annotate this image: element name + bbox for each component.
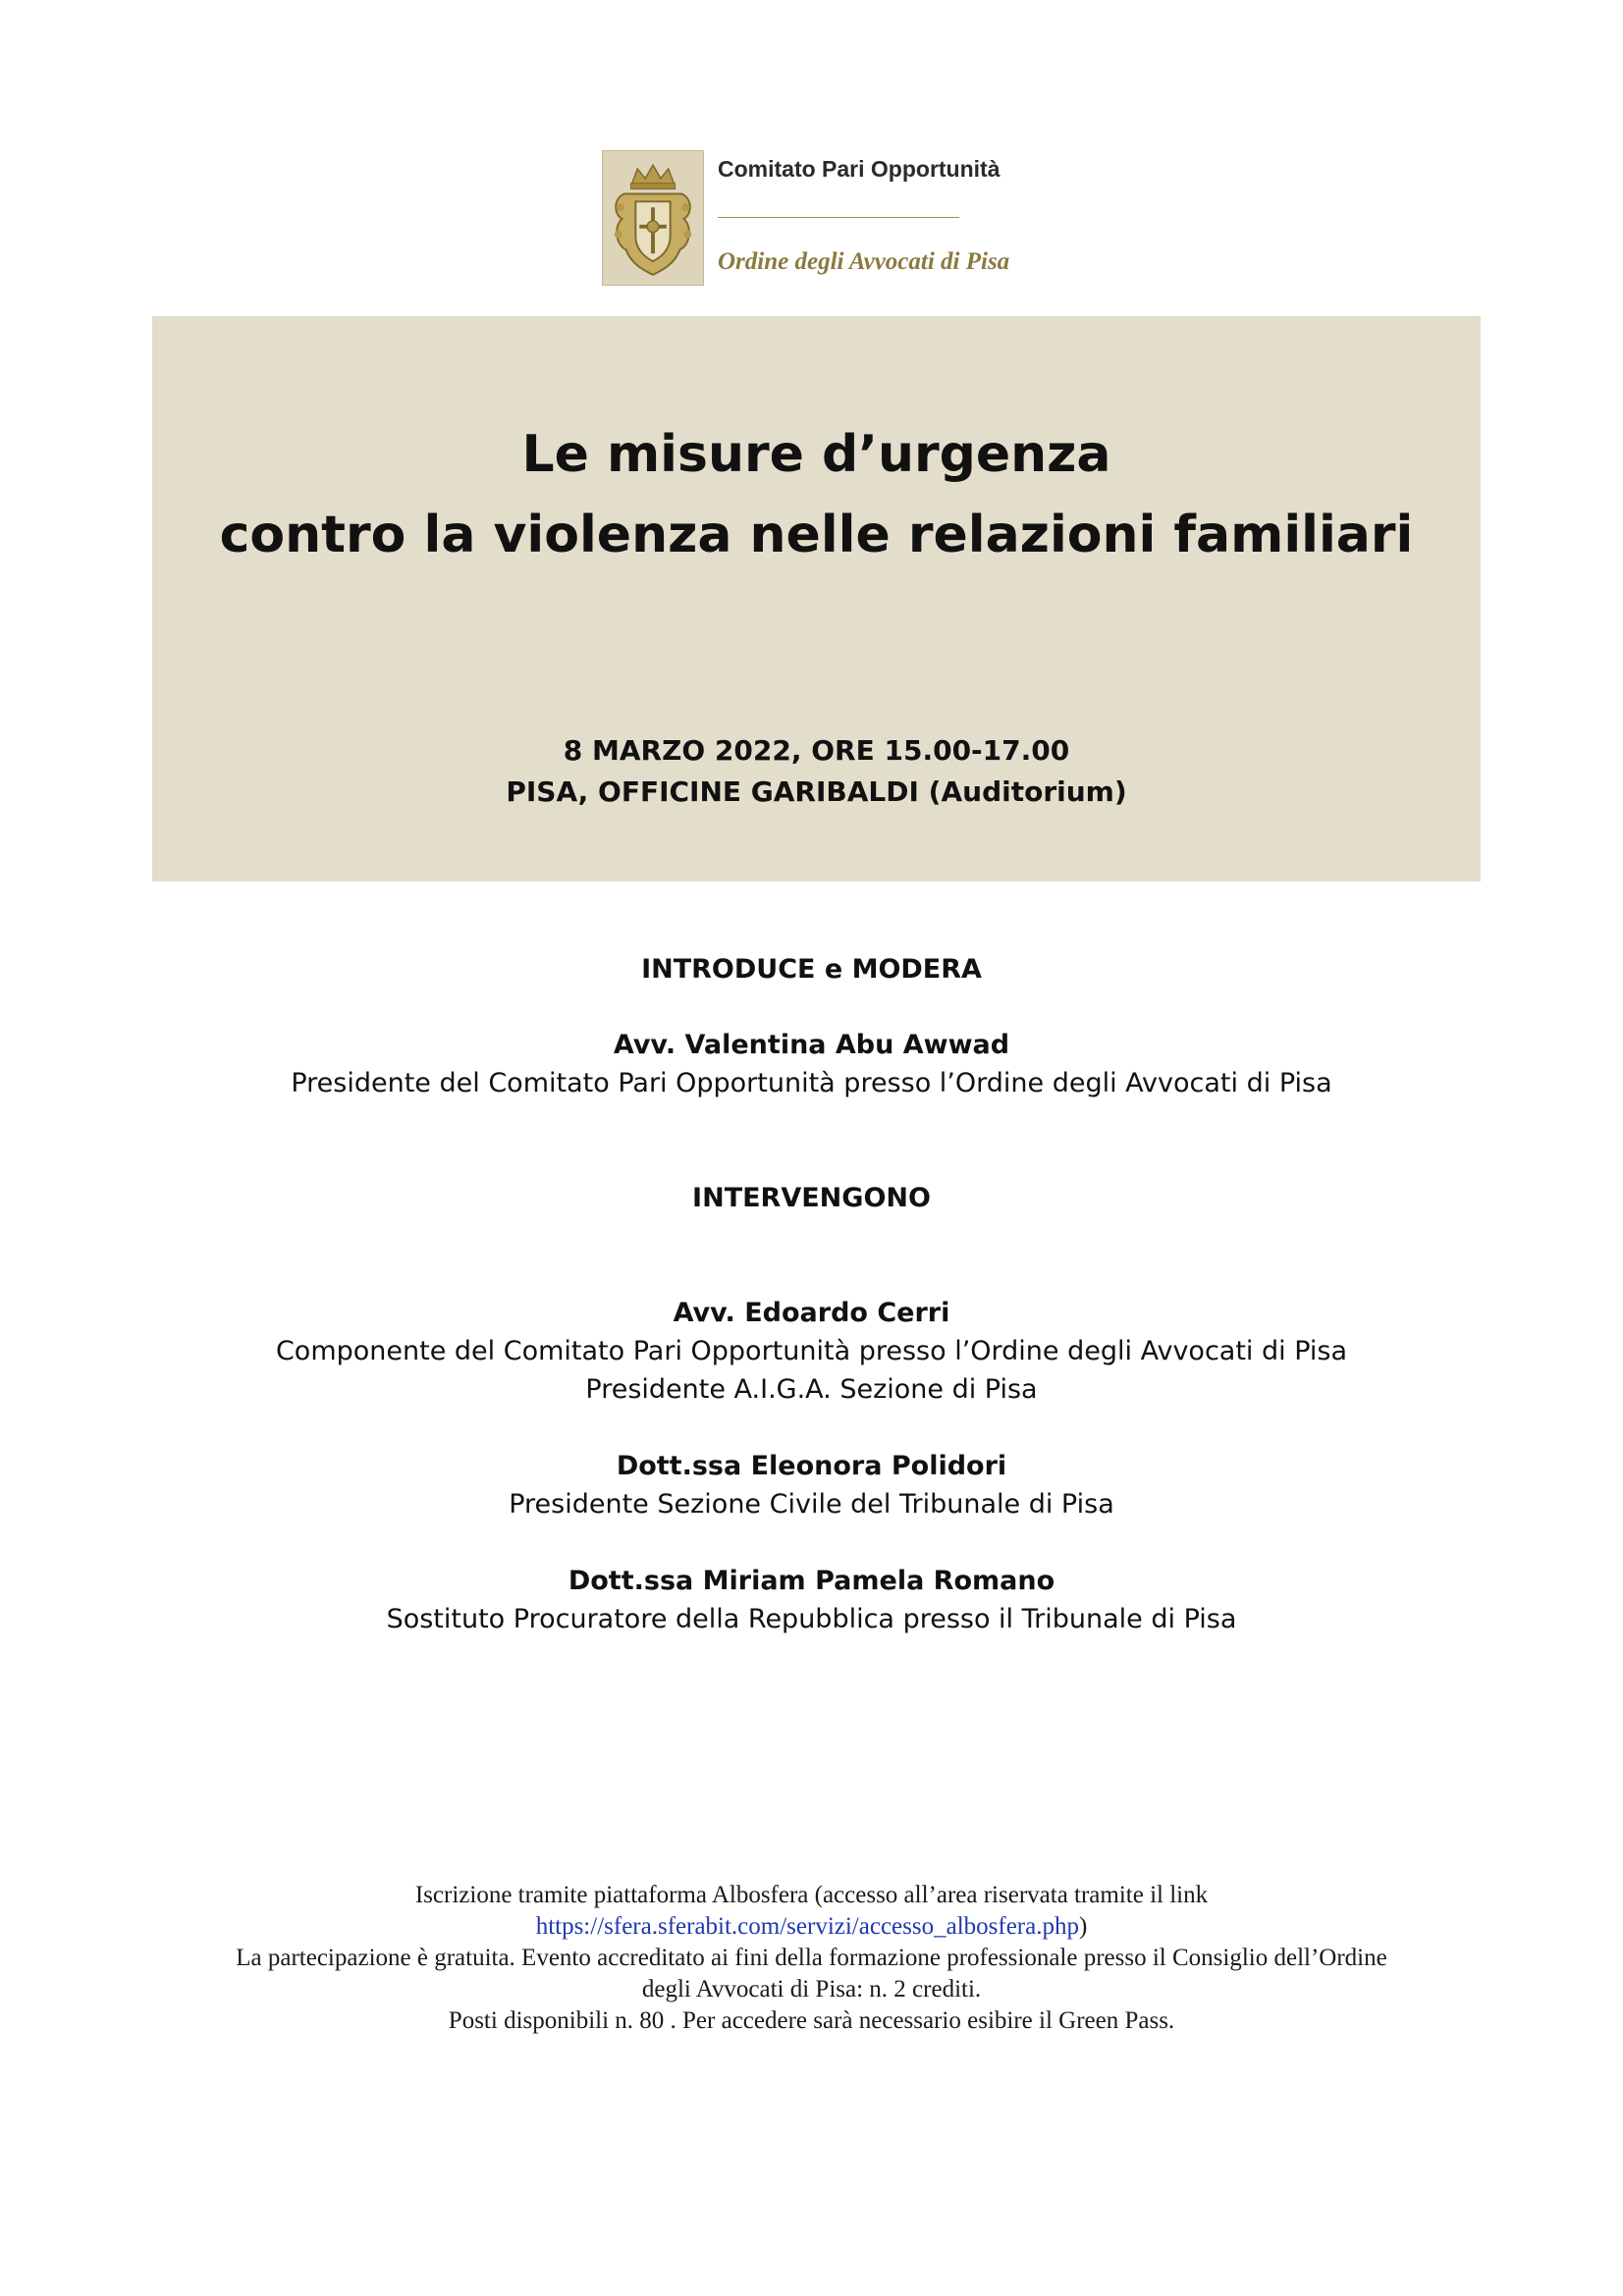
credits-line: degli Avvocati di Pisa: n. 2 crediti. xyxy=(641,1976,982,2002)
speaker-name: Dott.ssa Eleonora Polidori xyxy=(616,1451,1007,1481)
registration-line: Iscrizione tramite piattaforma Albosfera (accesso all’area riservata tramite il link xyxy=(414,1882,1209,1908)
org-name: Comitato Pari Opportunità xyxy=(718,156,1001,182)
coat-of-arms-icon xyxy=(602,150,704,286)
speaker-role-secondary: Presidente A.I.G.A. Sezione di Pisa xyxy=(585,1374,1038,1405)
speaker-name: Avv. Edoardo Cerri xyxy=(673,1298,950,1328)
registration-link-line xyxy=(0,1911,1623,1943)
moderator-heading: INTRODUCE e MODERA xyxy=(641,954,982,985)
event-title-line2: contro la violenza nelle relazioni familiari xyxy=(219,506,1414,564)
registration-info xyxy=(0,1880,1623,2037)
moderator-block xyxy=(0,1026,1623,1102)
link-close-paren: ) xyxy=(1078,1913,1088,1940)
albosfera-link[interactable]: https://sfera.sferabit.com/servizi/accesso_albosfera.php xyxy=(535,1913,1079,1940)
logo-divider xyxy=(718,217,959,218)
event-when xyxy=(152,730,1481,813)
speaker-role: Componente del Comitato Pari Opportunità presso l’Ordine degli Avvocati di Pisa xyxy=(275,1336,1348,1366)
event-title-line1: Le misure d’urgenza xyxy=(521,425,1111,484)
participation-line: La partecipazione è gratuita. Evento accreditato ai fini della formazione professionale presso il Consiglio dell’Ordine xyxy=(236,1945,1387,1971)
header-logo xyxy=(602,150,1024,288)
event-title xyxy=(152,414,1481,575)
event-date-time: 8 MARZO 2022, ORE 15.00-17.00 xyxy=(563,734,1070,767)
moderator-role: Presidente del Comitato Pari Opportunità presso l’Ordine degli Avvocati di Pisa xyxy=(291,1068,1332,1098)
event-venue: PISA, OFFICINE GARIBALDI (Auditorium) xyxy=(506,775,1127,808)
speaker-item xyxy=(0,1562,1623,1638)
speaker-role: Sostituto Procuratore della Repubblica presso il Tribunale di Pisa xyxy=(386,1604,1237,1634)
seats-line: Posti disponibili n. 80 . Per accedere sarà necessario esibire il Green Pass. xyxy=(448,2007,1175,2034)
speakers-heading: INTERVENGONO xyxy=(692,1183,931,1213)
moderator-name: Avv. Valentina Abu Awwad xyxy=(613,1030,1010,1060)
speaker-role: Presidente Sezione Civile del Tribunale di Pisa xyxy=(509,1489,1114,1520)
speaker-name: Dott.ssa Miriam Pamela Romano xyxy=(568,1566,1055,1596)
org-subtitle: Ordine degli Avvocati di Pisa xyxy=(718,248,1010,275)
speaker-item xyxy=(0,1447,1623,1523)
speaker-item xyxy=(0,1294,1623,1409)
title-banner xyxy=(152,316,1481,881)
